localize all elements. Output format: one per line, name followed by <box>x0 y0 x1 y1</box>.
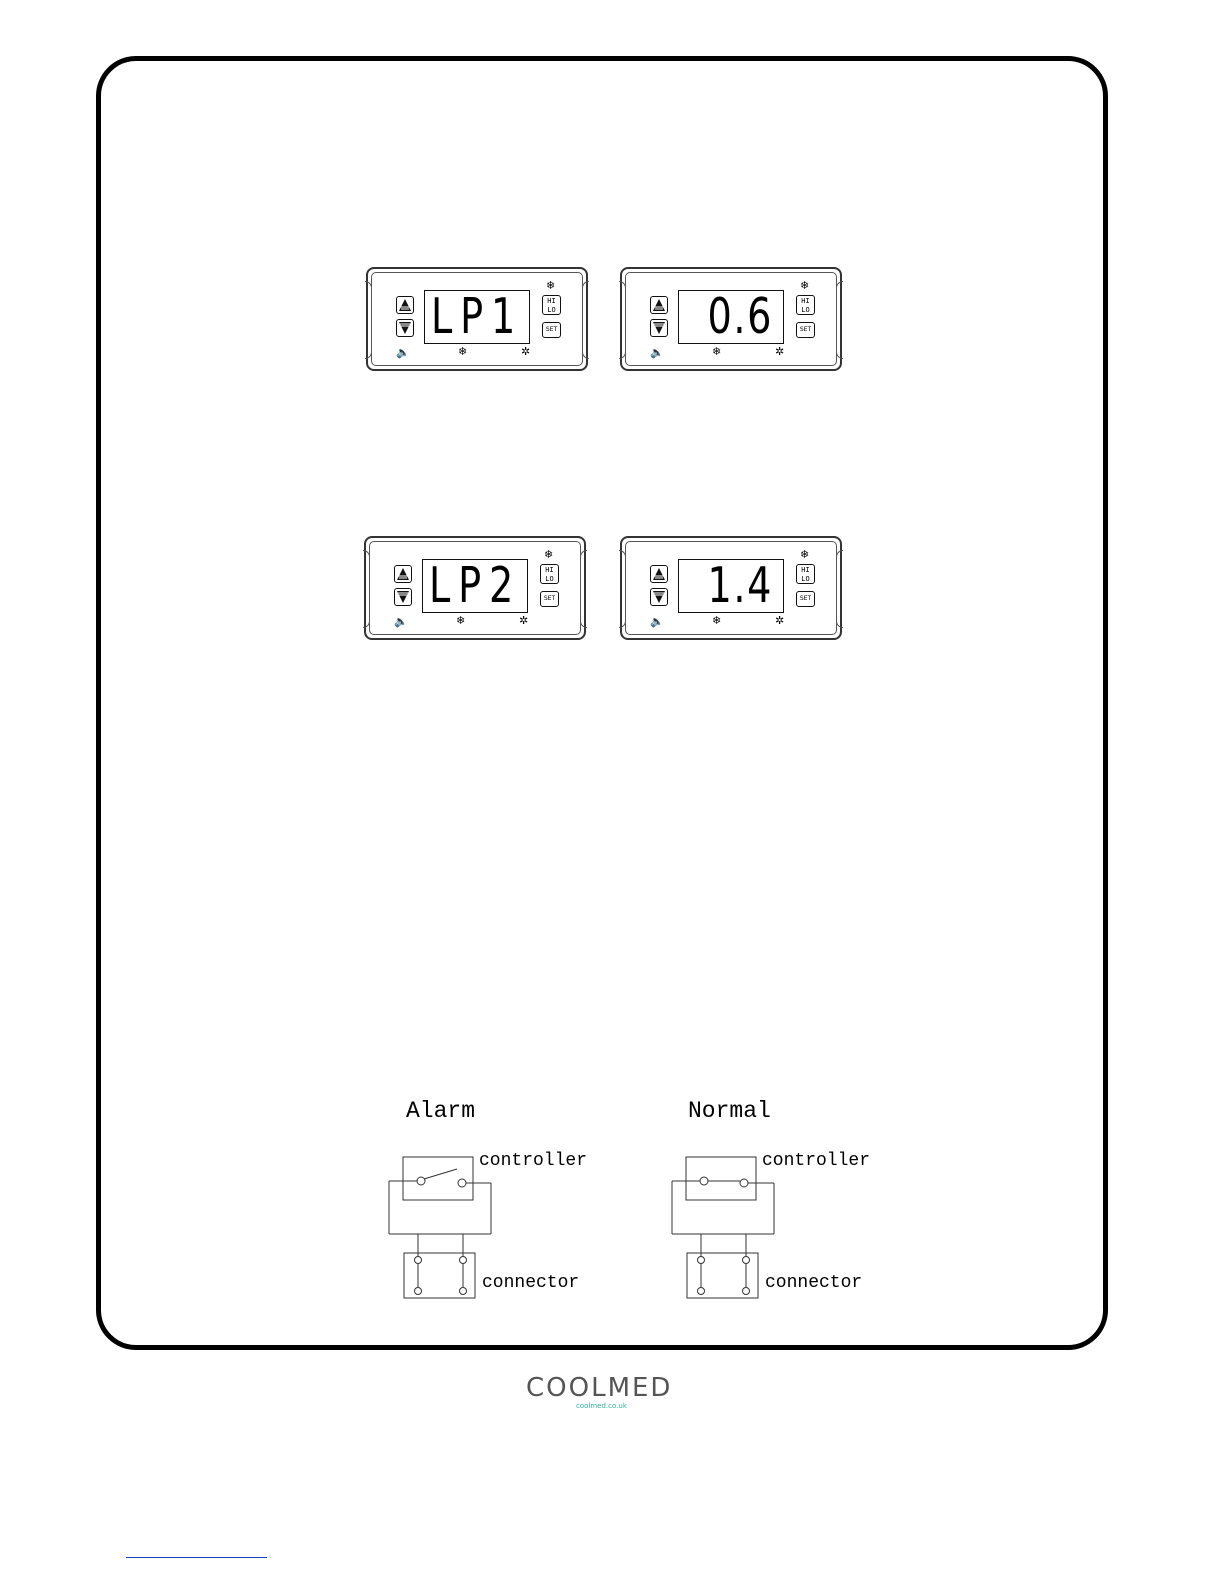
up-arrow-button[interactable] <box>650 565 668 583</box>
down-arrow-button[interactable] <box>396 319 414 337</box>
display-screen <box>422 559 528 613</box>
fan-icon: ✲ <box>519 614 529 627</box>
normal-wiring-diagram <box>668 1150 778 1302</box>
display-screen <box>424 290 530 344</box>
set-button[interactable]: SET <box>540 591 559 607</box>
display-value: 1.4 <box>707 557 773 614</box>
snowflake-icon: ❄ <box>458 345 468 358</box>
controller-panel-lp1-value <box>620 267 842 371</box>
hi-lo-button[interactable]: HI LO <box>796 295 815 315</box>
normal-controller-label: controller <box>762 1151 871 1171</box>
display-value: 0.6 <box>707 288 773 345</box>
down-arrow-button[interactable] <box>650 588 668 606</box>
mute-icon: 🔈 <box>650 346 664 359</box>
normal-title: Normal <box>688 1098 771 1124</box>
fan-icon: ✲ <box>521 345 531 358</box>
snowflake-icon: ❄ <box>712 614 722 627</box>
up-arrow-button[interactable] <box>394 565 412 583</box>
set-button[interactable]: SET <box>796 322 815 338</box>
logo-text: COOLMED <box>526 1373 673 1403</box>
display-screen <box>678 290 784 344</box>
defrost-icon: ❄ <box>546 279 556 292</box>
display-value: LP2 <box>429 557 522 614</box>
up-arrow-button[interactable] <box>396 296 414 314</box>
footer-link-underline <box>126 1557 267 1558</box>
alarm-wiring-diagram <box>385 1150 495 1302</box>
hi-lo-button[interactable]: HI LO <box>796 564 815 584</box>
display-screen <box>678 559 784 613</box>
mute-icon: 🔈 <box>396 346 410 359</box>
snowflake-icon: ❄ <box>712 345 722 358</box>
mute-icon: 🔈 <box>650 615 664 628</box>
display-value: LP1 <box>431 288 524 345</box>
alarm-controller-label: controller <box>479 1151 588 1171</box>
controller-panel-lp2-value <box>620 536 842 640</box>
alarm-connector-label: connector <box>482 1273 580 1293</box>
defrost-icon: ❄ <box>800 548 810 561</box>
controller-panel-lp2 <box>364 536 586 640</box>
set-button[interactable]: SET <box>542 322 561 338</box>
normal-connector-label: connector <box>765 1273 863 1293</box>
logo-subtext: coolmed.co.uk <box>576 1402 627 1410</box>
fan-icon: ✲ <box>775 345 785 358</box>
defrost-icon: ❄ <box>544 548 554 561</box>
set-button[interactable]: SET <box>796 591 815 607</box>
hi-lo-button[interactable]: HI LO <box>540 564 559 584</box>
alarm-title: Alarm <box>406 1098 476 1124</box>
down-arrow-button[interactable] <box>650 319 668 337</box>
controller-panel-lp1 <box>366 267 588 371</box>
hi-lo-button[interactable]: HI LO <box>542 295 561 315</box>
fan-icon: ✲ <box>775 614 785 627</box>
page-frame <box>96 56 1108 1350</box>
down-arrow-button[interactable] <box>394 588 412 606</box>
up-arrow-button[interactable] <box>650 296 668 314</box>
defrost-icon: ❄ <box>800 279 810 292</box>
coolmed-logo <box>520 1370 700 1414</box>
mute-icon: 🔈 <box>394 615 408 628</box>
snowflake-icon: ❄ <box>456 614 466 627</box>
